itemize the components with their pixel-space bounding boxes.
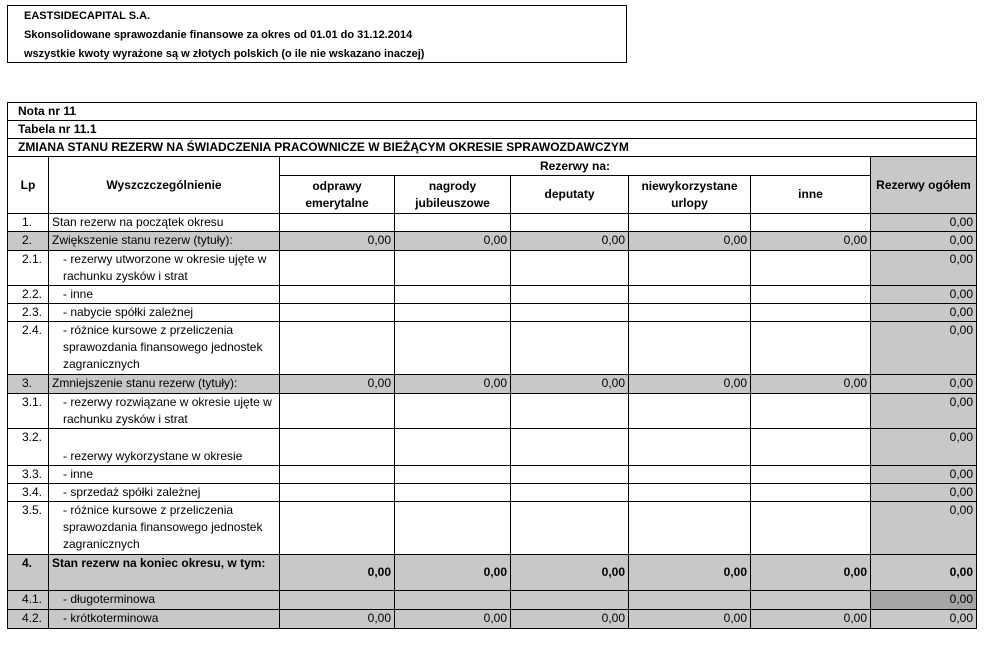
row-description: - rezerwy wykorzystane w okresie: [49, 429, 280, 466]
row-total: 0,00: [871, 429, 977, 466]
row-lp: 3.: [8, 375, 49, 394]
table-row: [8, 394, 977, 429]
table-title: ZMIANA STANU REZERW NA ŚWIADCZENIA PRACOWNICZE W BIEŻĄCYM OKRESIE SPRAWOZDAWCZYM: [8, 139, 977, 157]
row-value: 0,00: [280, 375, 395, 394]
row-value: [280, 429, 395, 466]
table-row: [8, 304, 977, 322]
row-total: 0,00: [871, 484, 977, 502]
col-header: nagrody jubileuszowe: [395, 176, 511, 214]
row-lp: 3.5.: [8, 502, 49, 555]
table-row: [8, 214, 977, 232]
col-header: deputaty: [511, 176, 629, 214]
row-value: [629, 286, 751, 304]
col-lp-header: Lp: [8, 157, 49, 214]
row-lp: 4.1.: [8, 591, 49, 610]
row-value: [395, 484, 511, 502]
row-description: - rezerwy rozwiązane w okresie ujęte w rachunku zysków i strat: [49, 394, 280, 429]
row-total: 0,00: [871, 394, 977, 429]
row-value: [395, 394, 511, 429]
row-value: 0,00: [751, 555, 871, 591]
row-total: 0,00: [871, 375, 977, 394]
row-value: [751, 502, 871, 555]
row-value: [395, 502, 511, 555]
row-value: [395, 251, 511, 286]
row-lp: 2.4.: [8, 322, 49, 375]
table-row: [8, 429, 977, 466]
row-value: [751, 429, 871, 466]
row-value: [751, 466, 871, 484]
report-header: [7, 5, 627, 63]
table-row: [8, 591, 977, 610]
row-value: [511, 429, 629, 466]
row-value: 0,00: [511, 555, 629, 591]
row-description: - różnice kursowe z przeliczenia sprawozdania finansowego jednostek zagranicznych: [49, 502, 280, 555]
row-value: [280, 394, 395, 429]
row-lp: 2.: [8, 232, 49, 251]
row-value: [629, 466, 751, 484]
row-value: [751, 214, 871, 232]
row-value: [629, 304, 751, 322]
row-value: [280, 251, 395, 286]
row-value: [629, 394, 751, 429]
row-description: - inne: [49, 286, 280, 304]
row-value: [280, 591, 395, 610]
row-value: [395, 322, 511, 375]
row-value: [751, 322, 871, 375]
col-total-header: Rezerwy ogółem: [871, 157, 977, 214]
row-value: 0,00: [280, 610, 395, 629]
row-total: 0,00: [871, 304, 977, 322]
col-header: odprawy emerytalne: [280, 176, 395, 214]
row-value: 0,00: [395, 375, 511, 394]
row-value: [395, 466, 511, 484]
row-description: Zwiększenie stanu rezerw (tytuły):: [49, 232, 280, 251]
row-total: 0,00: [871, 322, 977, 375]
row-lp: 2.2.: [8, 286, 49, 304]
row-description: - sprzedaż spółki zależnej: [49, 484, 280, 502]
row-description: - różnice kursowe z przeliczenia sprawozdania finansowego jednostek zagranicznych: [49, 322, 280, 375]
row-value: [511, 502, 629, 555]
row-value: 0,00: [629, 610, 751, 629]
row-total: 0,00: [871, 251, 977, 286]
row-value: 0,00: [395, 232, 511, 251]
row-value: 0,00: [511, 375, 629, 394]
row-value: 0,00: [511, 610, 629, 629]
row-description: Stan rezerw na koniec okresu, w tym:: [49, 555, 280, 591]
row-total: 0,00: [871, 555, 977, 591]
table-number: Tabela nr 11.1: [8, 121, 977, 139]
row-value: [511, 484, 629, 502]
report-title: Skonsolidowane sprawozdanie finansowe za okres od 01.01 do 31.12.2014: [24, 29, 413, 41]
row-value: [280, 322, 395, 375]
col-desc-header: Wyszczczególnienie: [49, 157, 280, 214]
row-value: [629, 429, 751, 466]
row-value: [629, 591, 751, 610]
row-value: [751, 286, 871, 304]
table-row: [8, 375, 977, 394]
row-value: [629, 484, 751, 502]
table-row: [8, 322, 977, 375]
row-value: 0,00: [751, 610, 871, 629]
row-value: 0,00: [751, 375, 871, 394]
row-value: [280, 286, 395, 304]
row-value: [511, 214, 629, 232]
table-row: [8, 251, 977, 286]
row-total: 0,00: [871, 466, 977, 484]
row-value: [751, 304, 871, 322]
row-value: [751, 484, 871, 502]
row-lp: 3.4.: [8, 484, 49, 502]
table-row: [8, 232, 977, 251]
row-description: Stan rezerw na początek okresu: [49, 214, 280, 232]
row-value: [629, 251, 751, 286]
row-value: [280, 214, 395, 232]
row-description: - inne: [49, 466, 280, 484]
company-name: EASTSIDECAPITAL S.A.: [24, 10, 151, 22]
row-value: [629, 214, 751, 232]
row-description: - rezerwy utworzone w okresie ujęte w rachunku zysków i strat: [49, 251, 280, 286]
col-header: niewykorzystane urlopy: [629, 176, 751, 214]
row-lp: 2.1.: [8, 251, 49, 286]
table-row: [8, 555, 977, 591]
col-group-header: Rezerwy na:: [280, 157, 871, 176]
row-value: [629, 502, 751, 555]
row-lp: 4.2.: [8, 610, 49, 629]
row-value: [511, 304, 629, 322]
table-row: [8, 466, 977, 484]
row-value: [511, 591, 629, 610]
row-value: 0,00: [395, 555, 511, 591]
row-value: [751, 251, 871, 286]
row-total: 0,00: [871, 502, 977, 555]
row-value: [511, 394, 629, 429]
note-number: Nota nr 11: [8, 103, 977, 121]
row-lp: 1.: [8, 214, 49, 232]
row-value: 0,00: [511, 232, 629, 251]
row-description: - nabycie spółki zależnej: [49, 304, 280, 322]
row-description: Zmniejszenie stanu rezerw (tytuły):: [49, 375, 280, 394]
row-value: 0,00: [629, 375, 751, 394]
row-value: 0,00: [395, 610, 511, 629]
row-total: 0,00: [871, 610, 977, 629]
table-row: [8, 484, 977, 502]
row-lp: 3.2.: [8, 429, 49, 466]
row-value: 0,00: [629, 555, 751, 591]
row-value: 0,00: [629, 232, 751, 251]
row-lp: 3.3.: [8, 466, 49, 484]
row-lp: 2.3.: [8, 304, 49, 322]
table-row: [8, 610, 977, 629]
row-value: [395, 591, 511, 610]
row-value: [395, 304, 511, 322]
row-value: [751, 394, 871, 429]
row-value: [395, 286, 511, 304]
row-total: 0,00: [871, 286, 977, 304]
row-value: [511, 251, 629, 286]
row-value: [395, 214, 511, 232]
row-lp: 3.1.: [8, 394, 49, 429]
row-lp: 4.: [8, 555, 49, 591]
reserves-table: [7, 102, 977, 629]
row-value: 0,00: [280, 555, 395, 591]
row-value: [280, 484, 395, 502]
row-total: 0,00: [871, 232, 977, 251]
row-value: [280, 466, 395, 484]
currency-note: wszystkie kwoty wyrażone są w złotych polskich (o ile nie wskazano inaczej): [24, 48, 425, 60]
row-description: - krótkoterminowa: [49, 610, 280, 629]
row-value: [751, 591, 871, 610]
row-value: [511, 466, 629, 484]
row-description: - długoterminowa: [49, 591, 280, 610]
row-value: [280, 304, 395, 322]
row-total: 0,00: [871, 591, 977, 610]
row-value: 0,00: [280, 232, 395, 251]
row-value: [511, 286, 629, 304]
row-value: [629, 322, 751, 375]
row-total: 0,00: [871, 214, 977, 232]
row-value: 0,00: [751, 232, 871, 251]
row-value: [511, 322, 629, 375]
table-row: [8, 286, 977, 304]
table-row: [8, 502, 977, 555]
row-value: [280, 502, 395, 555]
col-header: inne: [751, 176, 871, 214]
row-value: [395, 429, 511, 466]
